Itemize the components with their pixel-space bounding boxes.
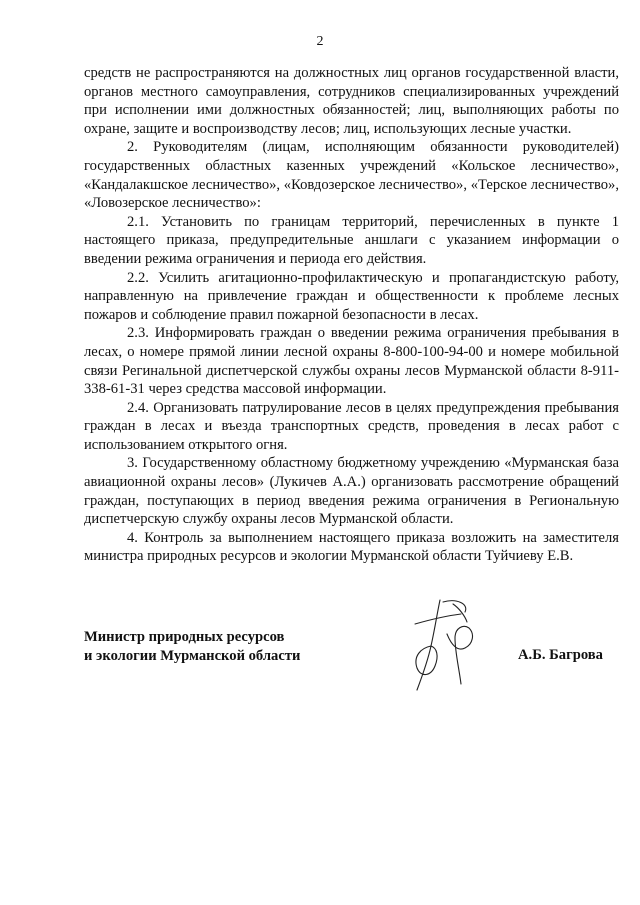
page-number: 2 bbox=[316, 34, 324, 49]
paragraph-item-3: 3. Государственному областному бюджетному учреждению «Мурманская база авиационной охраны лесов» (Лукичев А.А.) организовать рассмотрение обращений граждан, поступающих в период введения режима ограничения в Региональную диспетчерскую службу охраны лесов Мурманской области. bbox=[84, 455, 619, 528]
paragraph-item-2-2: 2.2. Усилить агитационно-профилактическую и пропагандистскую работу, направленную на привлечение граждан и общественности к проблеме лесных пожаров и соблюдение правил пожарной безопасности в лесах. bbox=[84, 269, 619, 323]
paragraph-item-2-3: 2.3. Информировать граждан о введении режима ограничения пребывания в лесах, о номере прямой линии лесной охраны 8-800-100-94-00 и номере мобильной связи Регинальной диспетчерской службы охраны лесов Мурманской области 8-911-338-61-31 через средства массовой информации. bbox=[84, 325, 619, 398]
signatory-title-line-1: Министр природных ресурсов bbox=[84, 629, 285, 645]
signatory-title-line-2: и экологии Мурманской области bbox=[84, 648, 301, 664]
signatory-title bbox=[84, 628, 300, 666]
paragraph-item-4: 4. Контроль за выполнением настоящего приказа возложить на заместителя министра природных ресурсов и экологии Мурманской области Туйчиеву Е.В. bbox=[84, 529, 619, 565]
document-body bbox=[84, 64, 619, 566]
handwritten-signature bbox=[395, 594, 485, 702]
paragraph-item-2: 2. Руководителям (лицам, исполняющим обязанности руководителей) государственных областных казенных учреждений «Кольское лесничество», «Кандалакшское лесничество», «Ковдозерское лесничество», «Терское лесничество», «Ловозерское лесничество»: bbox=[84, 139, 619, 212]
signatory-name: А.Б. Багрова bbox=[518, 647, 603, 663]
paragraph-item-2-4: 2.4. Организовать патрулирование лесов в целях предупреждения пребывания граждан в лесах и въезда транспортных средств, проведения в лесах работ с использованием открытого огня. bbox=[84, 399, 619, 453]
paragraph-item-2-1: 2.1. Установить по границам территорий, перечисленных в пункте 1 настоящего приказа, предупредительные аншлаги с указанием информации о введении режима ограничения и периода его действия. bbox=[84, 213, 619, 267]
paragraph-continuation: средств не распространяются на должностных лиц органов государственной власти, органов местного самоуправления, сотрудников специализированных учреждений при исполнении ими должностных обязанностей; лиц, выполняющих работы по охране, защите и воспроизводству лесов; лиц, использующих лесные участки. bbox=[84, 65, 619, 137]
